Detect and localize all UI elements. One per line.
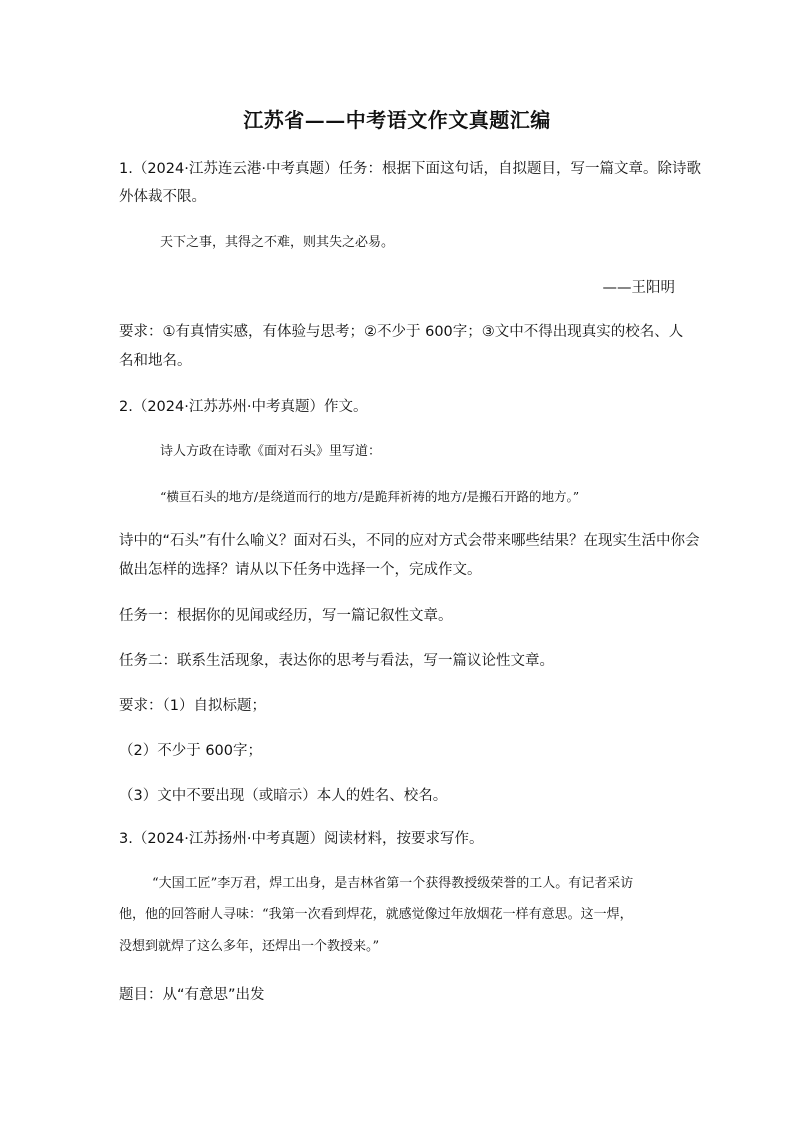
q1-line-1: 1.（2024·江苏连云港·中考真题）任务：根据下面这句话，自拟题目，写一篇文章。除诗歌: [119, 161, 701, 177]
q2-quote-intro: 诗人方政在诗歌《面对石头》里写道：: [160, 444, 382, 459]
q2-requirement-1: 要求：（1）自拟标题；: [119, 698, 266, 714]
q2-prompt-line-2: 做出怎样的选择？请从以下任务中选择一个，完成作文。: [119, 562, 482, 578]
q1-requirement-line-1: 要求：①有真情实感，有体验与思考；②不少于 600字；③文中不得出现真实的校名、人: [119, 324, 684, 340]
q3-material-line-1: “大国工匠”李万君，焊工出身，是吉林省第一个获得教授级荣誉的工人。有记者采访: [152, 876, 634, 891]
q3-material-line-2: 他，他的回答耐人寻味：“我第一次看到焊花，就感觉像过年放烟花一样有意思。这一焊，: [119, 907, 633, 922]
q3-material-line-3: 没想到就焊了这么多年，还焊出一个教授来。”: [119, 939, 380, 954]
q2-task-2: 任务二：联系生活现象，表达你的思考与看法，写一篇议论性文章。: [119, 653, 554, 669]
q2-prompt-line-1: 诗中的“石头”有什么喻义？面对石头，不同的应对方式会带来哪些结果？在现实生活中你会: [119, 533, 700, 549]
q1-requirement-line-2: 名和地名。: [119, 353, 192, 369]
q1-line-2: 外体裁不限。: [119, 189, 206, 205]
q3-header: 3.（2024·江苏扬州·中考真题）阅读材料，按要求写作。: [119, 831, 484, 847]
q2-quote: “横亘石头的地方/是绕道而行的地方/是跪拜祈祷的地方/是搬石开路的地方。”: [160, 489, 580, 504]
q3-topic: 题目：从“有意思”出发: [119, 987, 265, 1003]
q1-quote: 天下之事，其得之不难，则其失之必易。: [160, 235, 395, 250]
q2-requirement-3: （3）文中不要出现（或暗示）本人的姓名、校名。: [119, 788, 448, 804]
q2-header: 2.（2024·江苏苏州·中考真题）作文。: [119, 399, 368, 415]
q2-task-1: 任务一：根据你的见闻或经历，写一篇记叙性文章。: [119, 608, 453, 624]
q2-requirement-2: （2）不少于 600字；: [119, 743, 263, 759]
document-title: 江苏省——中考语文作文真题汇编: [243, 108, 551, 132]
q1-attribution: ——王阳明: [602, 280, 675, 296]
